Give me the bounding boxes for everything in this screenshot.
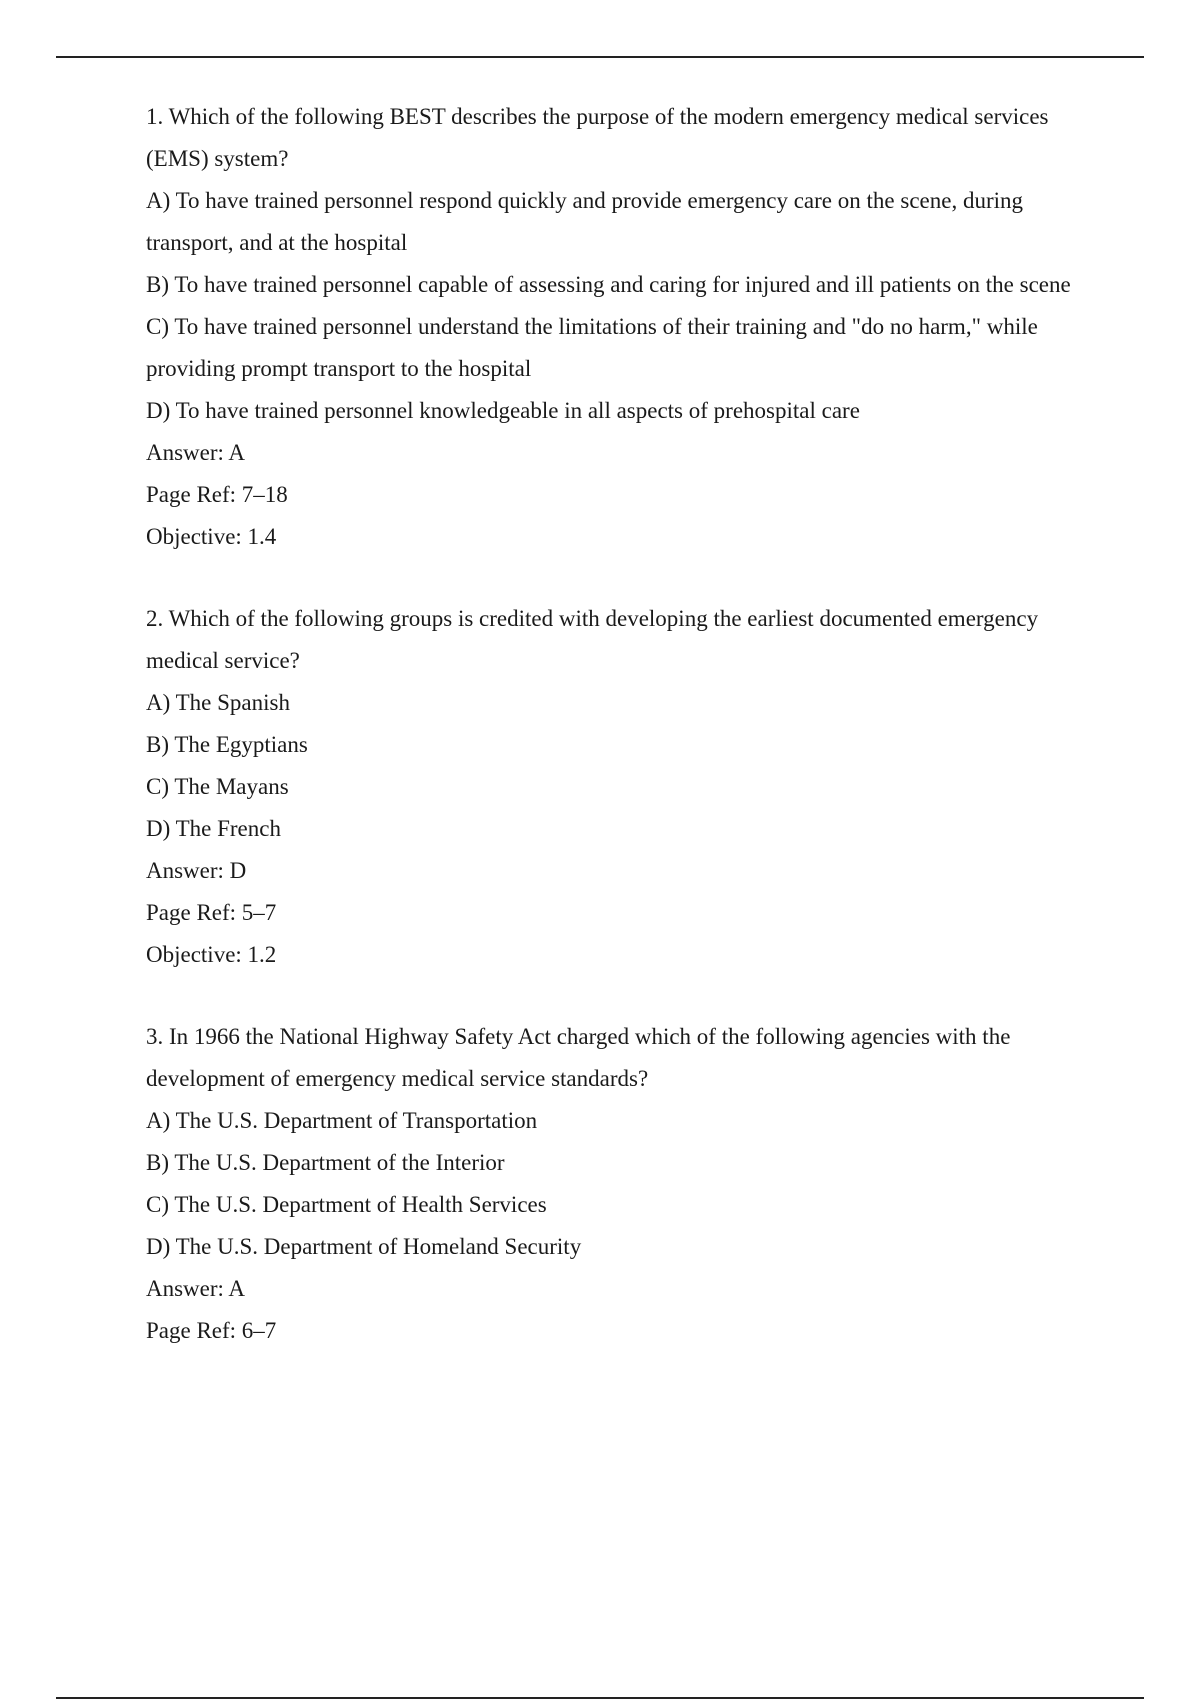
correct-answer: Answer: D — [146, 858, 247, 883]
document-body — [146, 96, 1096, 1352]
answer-option-a: A) To have trained personnel respond quickly and provide emergency care on the scene, during transport, and at the hospital — [146, 188, 1023, 255]
objective: Objective: 1.2 — [146, 942, 277, 967]
answer-option-c: C) To have trained personnel understand the limitations of their training and "do no harm," while providing prompt transport to the hospital — [146, 314, 1038, 381]
question-2 — [146, 598, 1096, 976]
question-stem: 2. Which of the following groups is credited with developing the earliest documented emergency medical service? — [146, 606, 1039, 673]
answer-option-b: B) To have trained personnel capable of assessing and caring for injured and ill patients on the scene — [146, 272, 1071, 297]
header-divider — [56, 56, 1144, 58]
question-3 — [146, 1016, 1096, 1352]
answer-option-c: C) The U.S. Department of Health Services — [146, 1192, 547, 1217]
page-reference: Page Ref: 6–7 — [146, 1318, 277, 1343]
answer-option-a: A) The U.S. Department of Transportation — [146, 1108, 538, 1133]
footer-divider — [56, 1697, 1144, 1699]
answer-option-d: D) To have trained personnel knowledgeable in all aspects of prehospital care — [146, 398, 860, 423]
answer-option-d: D) The U.S. Department of Homeland Security — [146, 1234, 582, 1259]
question-stem: 3. In 1966 the National Highway Safety Act charged which of the following agencies with the development of emergency medical service standards? — [146, 1024, 1011, 1091]
answer-option-c: C) The Mayans — [146, 774, 289, 799]
answer-option-b: B) The Egyptians — [146, 732, 308, 757]
question-stem: 1. Which of the following BEST describes the purpose of the modern emergency medical services (EMS) system? — [146, 104, 1049, 171]
objective: Objective: 1.4 — [146, 524, 277, 549]
question-1 — [146, 96, 1096, 558]
answer-option-b: B) The U.S. Department of the Interior — [146, 1150, 505, 1175]
correct-answer: Answer: A — [146, 440, 246, 465]
page-reference: Page Ref: 5–7 — [146, 900, 277, 925]
answer-option-a: A) The Spanish — [146, 690, 290, 715]
page-reference: Page Ref: 7–18 — [146, 482, 288, 507]
answer-option-d: D) The French — [146, 816, 281, 841]
correct-answer: Answer: A — [146, 1276, 246, 1301]
